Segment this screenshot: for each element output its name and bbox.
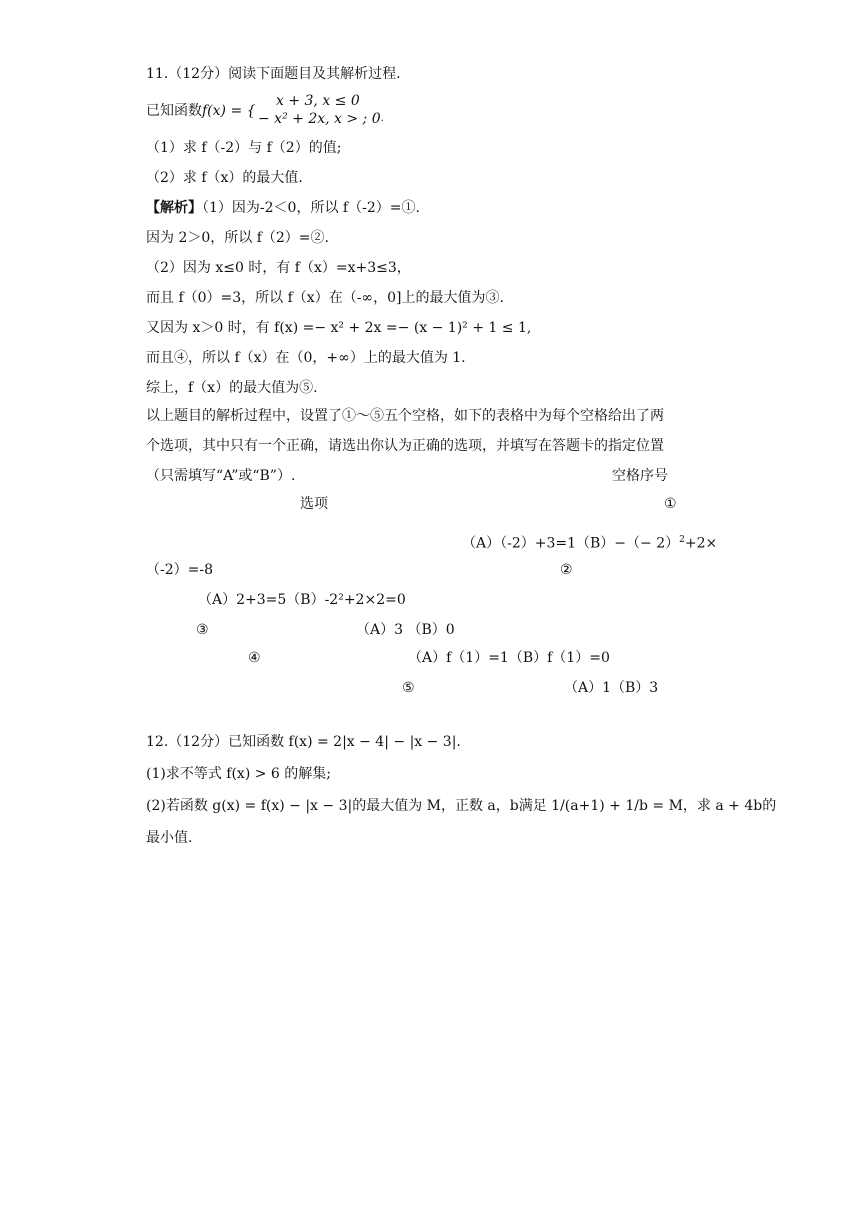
q12-part2-cont: 最小值. <box>146 830 193 846</box>
blank-1-options: $(A)(-2)+3=1(B)-(- 2)^2+2\times$ <box>462 535 718 552</box>
analysis-label: 【解析】 <box>146 200 202 216</box>
q12-part2: (2)若函数 g(x) = f(x) − |x − 3|的最大值为 M，正数 a，b满足 1/(a+1) + 1/b = M，求 a + 4b的 <box>146 798 777 814</box>
given-func: f(x) = { <box>202 103 256 119</box>
table-header-option: 选项 <box>300 496 328 512</box>
blank-1-options-cont: （-2）=-8 <box>146 562 214 578</box>
q11-given <box>146 101 256 121</box>
blank-3-label: ③ <box>196 622 209 638</box>
table-header-blank: 空格序号 <box>612 468 668 484</box>
q11-header: 11.（12分）阅读下面题目及其解析过程. <box>146 66 401 82</box>
blank-2-options: （A）2+3=5（B）-2²+2×2=0 <box>198 592 406 608</box>
analysis-line-2: 因为 2＞0，所以 f（2）=②. <box>146 230 329 246</box>
blank-4-options: （A）f（1）=1（B）f（1）=0 <box>408 650 610 666</box>
blank-5-label: ⑤ <box>402 680 415 696</box>
q11-part1: （1）求 f（-2）与 f（2）的值; <box>146 140 342 156</box>
analysis-line-5: 又因为 x＞0 时，有 f(x) =− x² + 2x =− (x − 1)² + 1 ≤ 1, <box>146 320 532 336</box>
instruction-line-2: 个选项，其中只有一个正确，请选出你认为正确的选项，并填写在答题卡的指定位置 <box>146 438 664 454</box>
blank-5-options: （A）1（B）3 <box>564 680 659 696</box>
blank-3-options: （A）3 （B）0 <box>356 622 455 638</box>
analysis-line-1: 【解析】（1）因为-2＜0，所以 f（-2）=①. <box>146 200 420 216</box>
q11-part2: （2）求 f（x）的最大值. <box>146 170 303 186</box>
instruction-line-3: （只需填写“A”或“B”）. <box>146 468 296 484</box>
analysis-line-7: 综上，f（x）的最大值为⑤. <box>146 380 318 396</box>
piecewise-cases <box>258 92 384 128</box>
analysis-line-4: 而且 f（0）=3，所以 f（x）在（-∞，0]上的最大值为③. <box>146 290 504 306</box>
analysis-line-6: 而且④，所以 f（x）在（0，+∞）上的最大值为 1. <box>146 350 466 366</box>
analysis-line-3: （2）因为 x≤0 时，有 f（x）=x+3≤3， <box>146 260 411 276</box>
q12-header: 12.（12分）已知函数 f(x) = 2|x − 4| − |x − 3|. <box>146 734 461 750</box>
case-2: − x² + 2x, x > ; 0. <box>258 111 384 127</box>
given-prefix: 已知函数 <box>146 103 202 119</box>
blank-2-label: ② <box>560 562 573 578</box>
blank-4-label: ④ <box>248 650 261 666</box>
case-1: x + 3, x ≤ 0 <box>276 93 360 109</box>
blank-1-label: ① <box>664 496 677 512</box>
q12-part1: (1)求不等式 f(x) > 6 的解集; <box>146 766 331 782</box>
instruction-line-1: 以上题目的解析过程中，设置了①～⑤五个空格，如下的表格中为每个空格给出了两 <box>146 408 664 424</box>
